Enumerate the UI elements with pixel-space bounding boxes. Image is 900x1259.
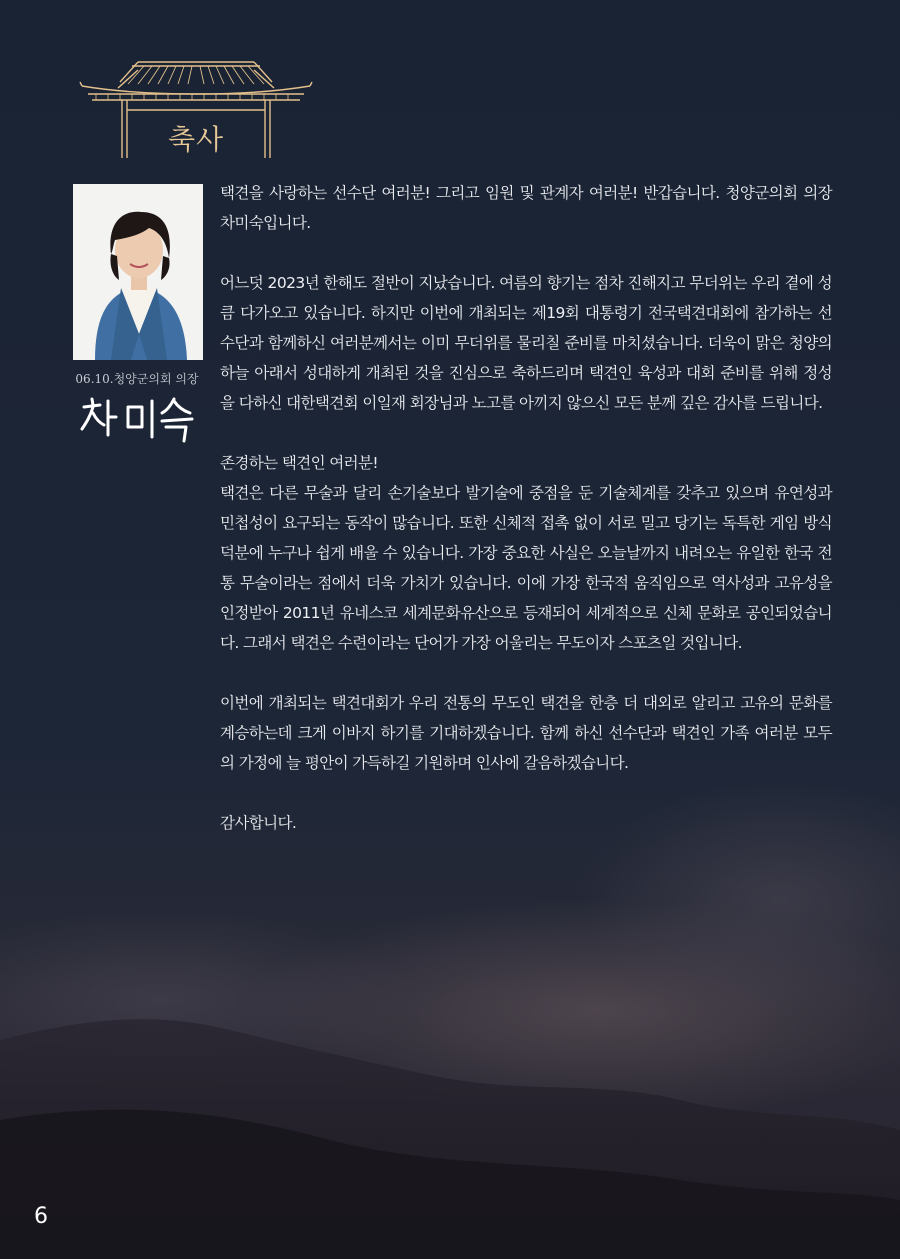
paragraph-greeting: 택견을 사랑하는 선수단 여러분! 그리고 임원 및 관계자 여러분! 반갑습니다. 청양군의회 의장 차미숙입니다. <box>220 184 832 232</box>
signature-image <box>78 393 198 445</box>
paragraph-intro: 어느덧 2023년 한해도 절반이 지났습니다. 여름의 향기는 점차 진해지고 무더위는 우리 곁에 성큼 다가오고 있습니다. 하지만 이번에 개최되는 제19회 대통령기 전국택견대회에 참가하는 선수단과 함께하신 여러분께서는 이미 무더위를 물리칠 준비를 마치셨습니다. 더욱이 맑은 청양의 하늘 아래서 성대하게 개최된 것을 진심으로 축하드리며 택견인 육성과 대회 준비를 위해 정성을 다하신 대한택견회 이일재 회장님과 노고를 아끼지 않으신 모든 분께 깊은 감사를 드립니다. <box>220 274 832 412</box>
page-title: 축사 <box>167 123 225 156</box>
portrait-photo <box>73 184 203 360</box>
page-number: 6 <box>34 1204 48 1229</box>
letter-body <box>220 178 832 868</box>
profile-caption: 06.10.청양군의회 의장 <box>75 372 199 386</box>
paragraph-wishes: 이번에 개최되는 택견대회가 우리 전통의 무도인 택견을 한층 더 대외로 알리고 고유의 문화를 계승하는데 크게 이바지 하기를 기대하겠습니다. 함께 하신 선수단과 택견인 가족 여러분 모두의 가정에 늘 평안이 가득하길 기원하며 인사에 갈음하겠습니다. <box>220 694 832 772</box>
paragraph-taekkyeon: 존경하는 택견인 여러분! 택견은 다른 무술과 달리 손기술보다 발기술에 중점을 둔 기술체계를 갖추고 있으며 유연성과 민첩성이 요구되는 동작이 많습니다. 또한 신체적 접촉 없이 서로 밀고 당기는 독특한 게임 방식 덕분에 누구나 쉽게 배울 수 있습니다. 가장 중요한 사실은 오늘날까지 내려오는 유일한 한국 전통 무술이라는 점에서 더욱 가치가 있습니다. 이에 가장 한국적 움직임으로 역사성과 고유성을 인정받아 2011년 유네스코 세계문화유산으로 등재되어 세계적으로 신체 문화로 공인되었습니다. 그래서 택견은 수련이라는 단어가 가장 어울리는 무도이자 스포츠일 것입니다. <box>220 454 832 652</box>
paragraph-thanks: 감사합니다. <box>220 814 297 832</box>
